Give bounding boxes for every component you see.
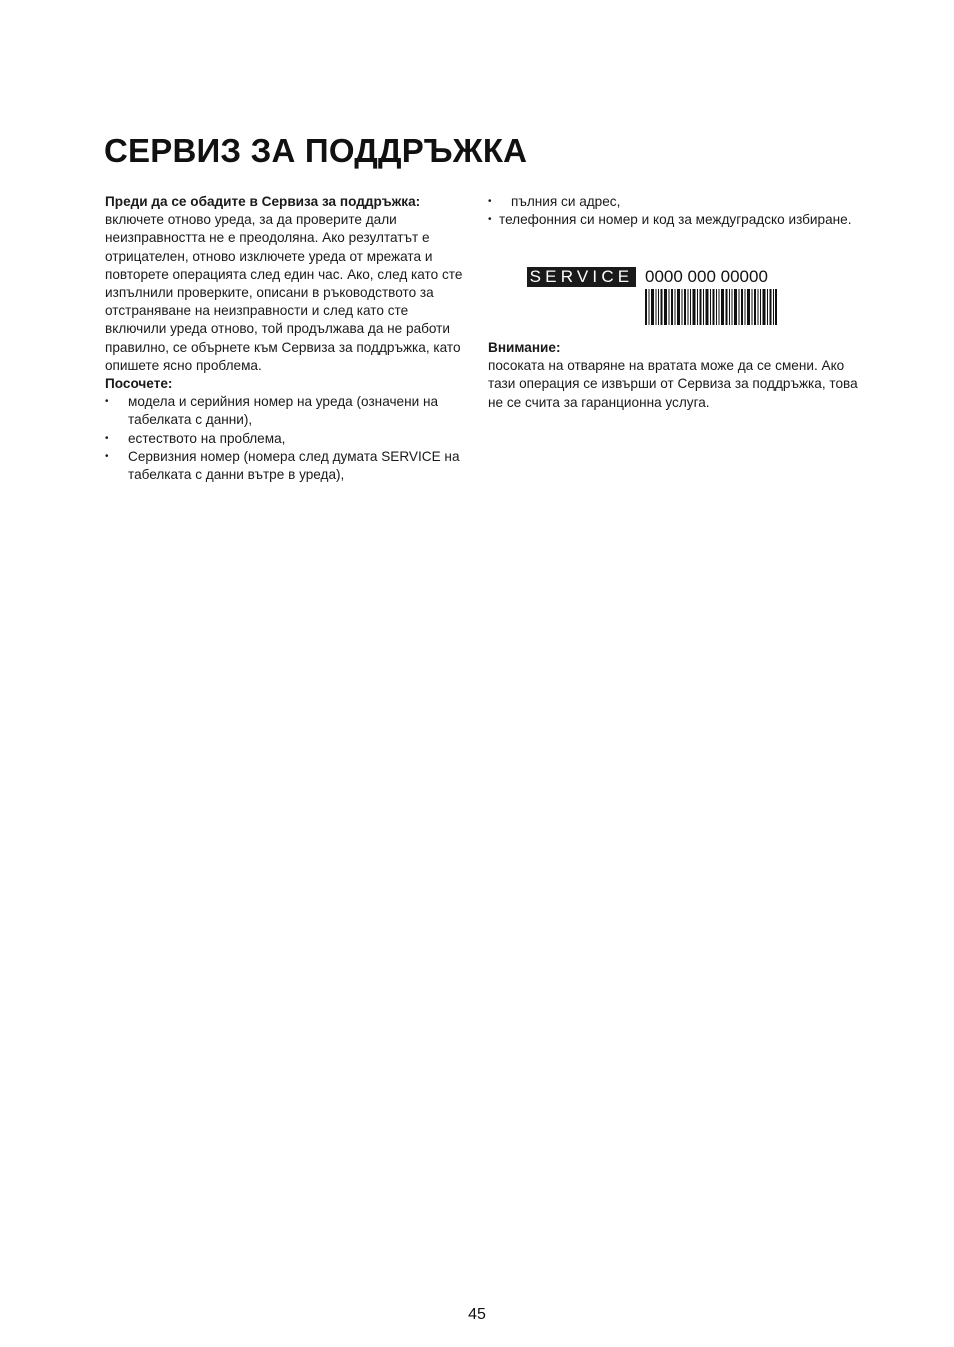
left-column [105, 193, 467, 484]
barcode-icon [645, 289, 777, 325]
page-title: СЕРВИЗ ЗА ПОДДРЪЖКА [104, 132, 528, 169]
list-item: • модела и серийния номер на уреда (означени на табелката с данни), [105, 393, 467, 429]
list-item: • телефонния си номер и код за междуградско избиране. [488, 211, 858, 229]
list-item: • Сервизния номер (номера след думата SERVICE на табелката с данни вътре в уреда), [105, 448, 467, 484]
specify-heading: Посочете: [105, 376, 173, 392]
specify-list-continued [488, 193, 858, 229]
attention-text: посоката на отваряне на вратата може да се смени. Ако тази операция се извърши от Сервиза за поддръжка, това не се счита за гаранционна услуга. [488, 358, 858, 410]
service-label-illustration [527, 266, 787, 326]
service-number: 0000 000 00000 [645, 267, 768, 286]
list-item: • естеството на проблема, [105, 430, 467, 448]
service-tag: SERVICE [527, 267, 636, 287]
attention-heading: Внимание: [488, 340, 561, 355]
list-item: • пълния си адрес, [488, 193, 858, 211]
before-calling-paragraph: включете отново уреда, за да проверите дали неизправността не е преодоляна. Ако резултатът е отрицателен, отново изключете уреда от мрежата и повторете операцията след един час. Ако, след като сте изпълнили проверките, описани в ръководството за отстраняване на неизправности и след като сте включили уреда отново, той продължава да не работи правилно, се обърнете към Сервиза за поддръжка, като опишете ясно проблема. [105, 212, 463, 373]
right-column [488, 193, 858, 229]
attention-note [488, 339, 858, 412]
before-calling-heading: Преди да се обадите в Сервиза за поддръжка: [105, 194, 421, 209]
page-number: 45 [468, 1306, 486, 1323]
specify-list [105, 393, 467, 484]
